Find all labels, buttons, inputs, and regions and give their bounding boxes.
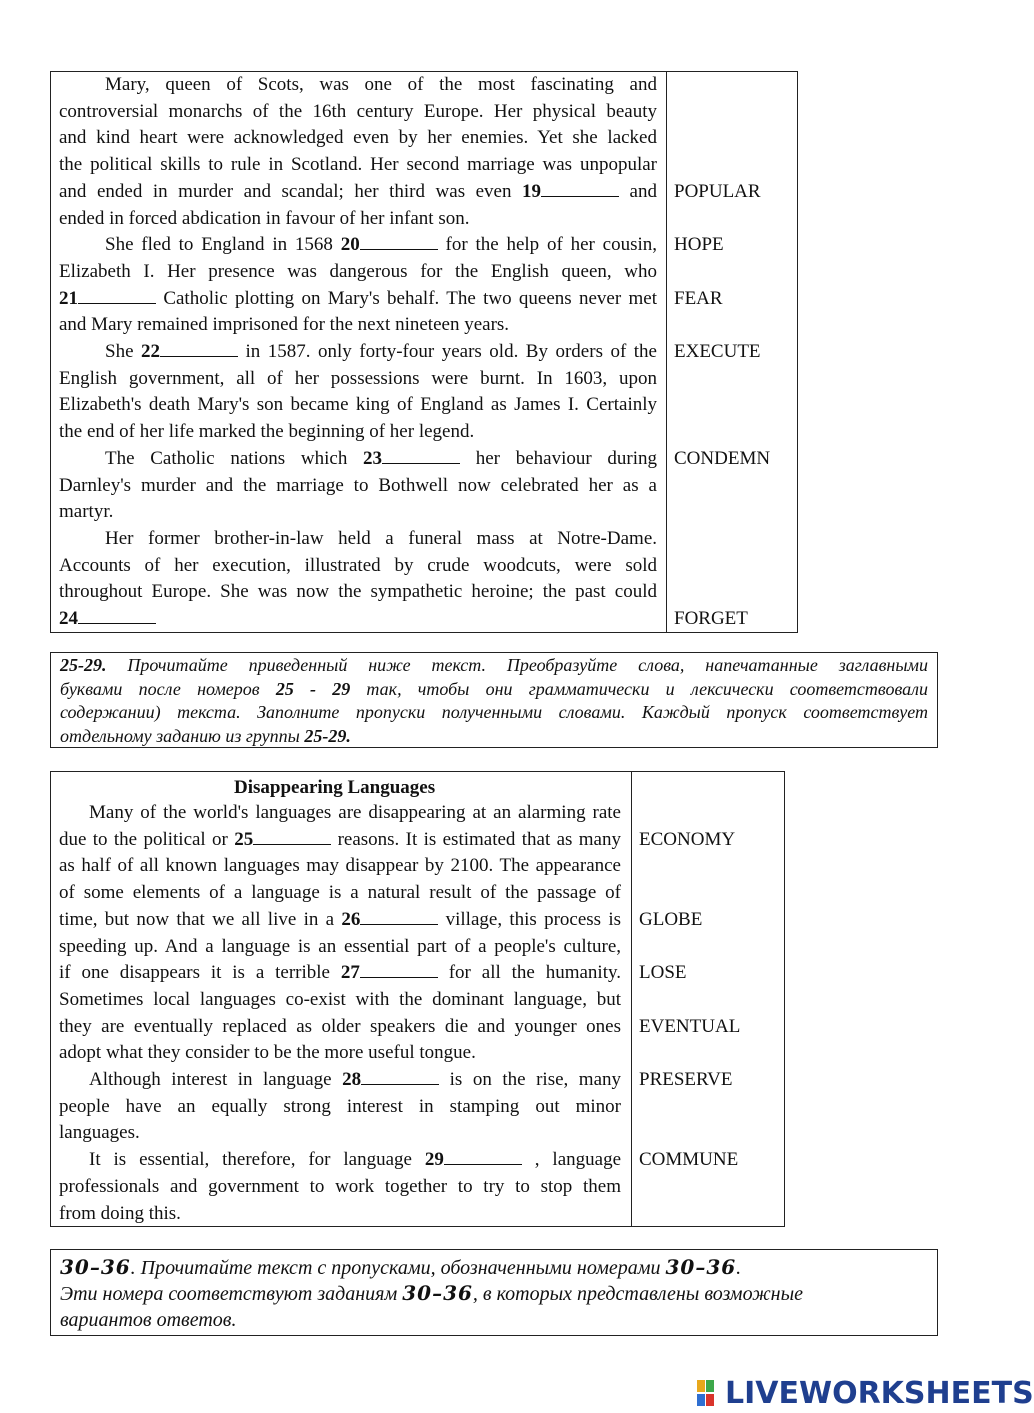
passage-2-table (50, 771, 785, 1227)
gap-number: 24 (59, 608, 78, 629)
passage-1-text-column (51, 72, 667, 632)
text-line: speeding up. And a language is an essential part of a people's culture, (59, 935, 621, 957)
liveworksheets-logo-icon (697, 1378, 723, 1408)
base-word: EVENTUAL (639, 1016, 741, 1037)
gap-number: 26 (341, 908, 361, 930)
gap-number: 21 (59, 287, 78, 309)
answer-blank[interactable] (360, 232, 438, 250)
text-line: throughout Europe. She was now the sympathetic heroine; the past could (59, 581, 657, 603)
instruction-30-36-line-3: вариантов ответов. (60, 1309, 237, 1331)
text-line: and Mary remained imprisoned for the next nineteen years. (59, 314, 510, 336)
text-line: Although interest in language 28 is on the rise, many (89, 1069, 622, 1090)
text-line: Elizabeth's death Mary's son became king of England as James I. Certainly (59, 394, 657, 416)
answer-blank[interactable] (382, 446, 460, 464)
gap-number: 28 (342, 1069, 362, 1090)
text-line: languages. (59, 1122, 140, 1144)
base-word: PRESERVE (639, 1069, 733, 1090)
text-line: of some elements of a language is a natural result of the passage of (59, 882, 621, 904)
text-line: Many of the world's languages are disappearing at an alarming rate (89, 802, 621, 823)
passage-2-title: Disappearing Languages (234, 777, 436, 798)
instruction-30-36-line-1: 30–36. Прочитайте текст с пропусками, обозначенными номерами 30–36. (60, 1255, 742, 1279)
gap-number: 25 (234, 828, 254, 850)
text-line: Accounts of her execution, illustrated by crude woodcuts, were sold (59, 554, 657, 576)
text-line: controversial monarchs of the 16th century Europe. Her physical beauty (59, 100, 657, 122)
text-line: from doing this. (59, 1202, 181, 1224)
text-line: people have an equally strong interest in stamping out minor (59, 1095, 621, 1117)
text-line: Elizabeth I. Her presence was dangerous for the English queen, who (59, 260, 657, 282)
task-range: 30–36 (60, 1255, 131, 1279)
answer-blank[interactable] (541, 179, 619, 197)
answer-blank[interactable] (444, 1147, 522, 1165)
instruction-30-36-line-2: Эти номера соответствуют заданиям 30–36, в которых представлены возможные (60, 1281, 804, 1305)
passage-2-text-column (51, 772, 632, 1226)
text-line: due to the political or 25 reasons. It is estimated that as many (59, 828, 621, 850)
text-line: and kind heart were acknowledged even by her enemies. Yet she lacked (59, 127, 657, 149)
answer-blank[interactable] (253, 827, 331, 845)
base-word: HOPE (674, 234, 724, 255)
base-word: COMMUNE (639, 1149, 739, 1170)
answer-blank[interactable] (78, 606, 156, 624)
base-word: POPULAR (674, 181, 761, 202)
liveworksheets-logo-text: LIVEWORKSHEETS (725, 1375, 1034, 1411)
base-word: FORGET (674, 608, 748, 629)
text-line: She 22 in 1587. only forty-four years old. By orders of the (105, 341, 657, 362)
base-word: EXECUTE (674, 341, 761, 362)
text-line (59, 606, 657, 632)
gap-number: 22 (141, 341, 160, 362)
gap-number: 29 (424, 1149, 444, 1171)
base-word: GLOBE (639, 909, 703, 930)
answer-blank[interactable] (160, 339, 238, 357)
instruction-line: буквами после номеров 25 - 29 так, чтобы они грамматически и лексически соответствовали (60, 678, 929, 699)
text-line: adopt what they consider to be the more useful tongue. (59, 1042, 476, 1064)
text-line: It is essential, therefore, for language 29 , language (89, 1149, 621, 1171)
text-line: martyr. (59, 501, 114, 523)
task-range: 30–36 (665, 1255, 737, 1279)
text-line: the end of her life marked the beginning of her legend. (59, 421, 475, 443)
base-word: FEAR (674, 288, 723, 309)
text-line: Mary, queen of Scots, was one of the most fascinating and (105, 74, 657, 95)
answer-blank[interactable] (360, 960, 438, 978)
gap-number: 20 (340, 234, 360, 256)
text-line: as half of all known languages may disappear by 2100. The appearance (59, 855, 621, 877)
instruction-30-36 (50, 1249, 938, 1336)
text-line: Her former brother-in-law held a funeral mass at Notre-Dame. (105, 527, 657, 549)
liveworksheets-logo (697, 1376, 1034, 1410)
text-line: 21 Catholic plotting on Mary's behalf. The two queens never met (59, 287, 657, 309)
gap-number: 27 (340, 962, 360, 984)
instruction-line: содержании) текста. Заполните пропуски полученными словами. Каждый пропуск соответствует (60, 702, 928, 722)
text-line: Darnley's murder and the marriage to Bothwell now celebrated her as a (59, 474, 657, 496)
text-line: ended in forced abdication in favour of her infant son. (59, 207, 470, 229)
text-line: the political skills to rule in Scotland. Her second marriage was unpopular (59, 154, 657, 176)
base-word: LOSE (639, 962, 687, 983)
task-range: 30–36 (402, 1281, 473, 1305)
base-word: CONDEMN (674, 448, 771, 469)
answer-blank[interactable] (78, 286, 156, 304)
passage-2-word-column (630, 772, 784, 1226)
answer-blank[interactable] (360, 907, 438, 925)
text-line: Sometimes local languages co-exist with the dominant language, but (59, 988, 621, 1010)
gap-number: 23 (363, 447, 383, 469)
instruction-25-29 (50, 652, 938, 748)
text-line: She fled to England in 1568 20 for the help of her cousin, (105, 234, 657, 256)
answer-blank[interactable] (361, 1067, 439, 1085)
text-line: and ended in murder and scandal; her third was even 19 and (59, 180, 657, 202)
text-line: The Catholic nations which 23 her behaviour during (105, 447, 657, 469)
gap-number: 19 (522, 180, 542, 202)
instruction-line: 25-29. Прочитайте приведенный ниже текст. Преобразуйте слова, напечатанные заглавными (60, 655, 928, 675)
text-line: they are eventually replaced as older speakers die and younger ones (59, 1015, 621, 1037)
text-line: if one disappears it is a terrible 27 for all the humanity. (59, 962, 621, 984)
text-line: time, but now that we all live in a 26 village, this process is (59, 908, 622, 930)
base-word: ECONOMY (639, 829, 736, 850)
text-line: English government, all of her possessions were burnt. In 1603, upon (59, 367, 657, 389)
text-line: professionals and government to work together to try to stop them (59, 1175, 621, 1197)
instruction-line: отдельному заданию из группы 25-29. (60, 725, 351, 746)
passage-1-table (50, 71, 798, 633)
passage-1-word-column (665, 72, 797, 632)
